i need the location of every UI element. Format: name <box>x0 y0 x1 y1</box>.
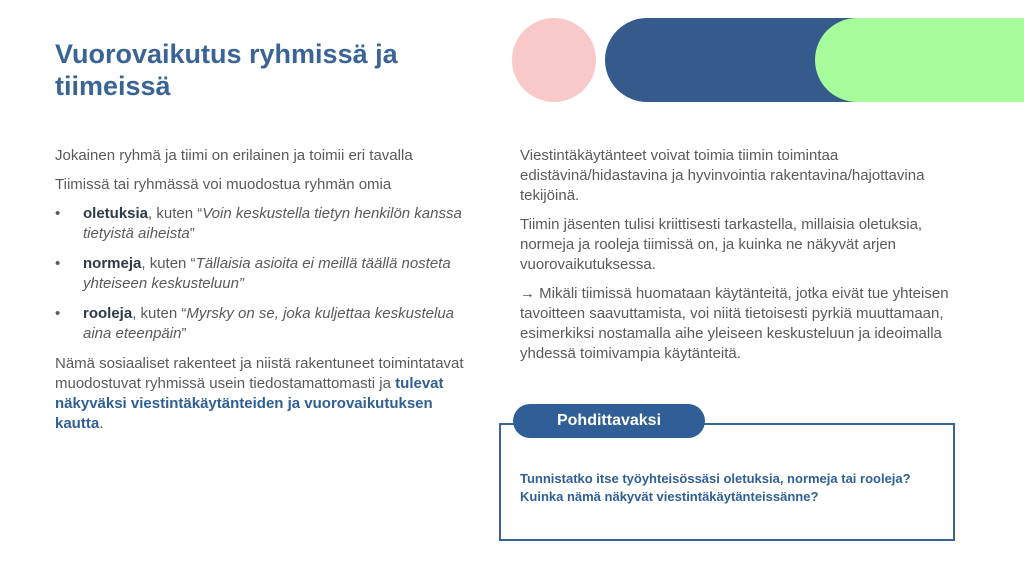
right-column <box>520 146 950 373</box>
summary-paragraph <box>55 354 467 434</box>
closing-quote: ” <box>189 225 195 242</box>
decorative-green-band <box>815 18 1024 102</box>
list-item <box>55 254 467 294</box>
action-paragraph: → Mikäli tiimissä huomataan käytänteitä, jotka eivät tue yhteisen tavoitteen saavuttamista, voi niitä tietoisesti pyrkiä muuttamaan, esimerkiksi nostamalla aihe yleiseen keskusteluun ja ideoimalla yhdessä toimivampia käytänteitä. <box>520 285 949 362</box>
reflection-question: Tunnistatko itse työyhteisössäsi oletuksia, normeja tai rooleja? Kuinka nämä näkyvät viestintäkäytänteissänne? <box>520 471 911 504</box>
bullet-icon: • <box>55 255 61 272</box>
summary-text: Nämä sosiaaliset rakenteet ja niistä rakentuneet toimintatavat muodostuvat ryhmissä usein tiedostamattomasti ja <box>55 355 464 392</box>
bullet-icon: • <box>55 305 61 322</box>
structure-list <box>55 204 467 344</box>
summary-emphasis: tulevat näkyväksi viestintäkäytänteiden ja vuorovaikutuksen kautta <box>55 375 444 432</box>
decorative-circle <box>512 18 596 102</box>
reflection-label: Pohdittavaksi <box>513 404 705 438</box>
closing-quote: ” <box>181 325 187 342</box>
example-quote: Tällaisia asioita ei meillä täällä nosteta yhteiseen keskusteluun” <box>83 255 451 292</box>
term: normeja <box>83 255 142 272</box>
practices-paragraph: Viestintäkäytänteet voivat toimia tiimin toimintaa edistävinä/hidastavina ja hyvinvointia rakentavina/hajottavina tekijöinä. <box>520 147 925 204</box>
example-quote: Voin keskustella tietyn henkilön kanssa tietyistä aiheista <box>83 205 462 242</box>
left-column <box>55 146 467 443</box>
page-title: Vuorovaikutus ryhmissä ja tiimeissä <box>55 39 398 101</box>
connector-text: , kuten “ <box>148 205 203 222</box>
intro-paragraph: Jokainen ryhmä ja tiimi on erilainen ja toimii eri tavalla <box>55 147 413 164</box>
connector-text: , kuten “ <box>141 255 196 272</box>
connector-text: , kuten “ <box>132 305 187 322</box>
list-item <box>55 204 467 244</box>
lead-paragraph: Tiimissä tai ryhmässä voi muodostua ryhmän omia <box>55 176 392 193</box>
example-quote: Myrsky on se, joka kuljettaa keskustelua aina eteenpäin <box>83 305 455 342</box>
list-item <box>55 304 467 344</box>
term: rooleja <box>83 305 133 322</box>
summary-end: . <box>99 415 104 432</box>
term: oletuksia <box>83 205 149 222</box>
bullet-icon: • <box>55 205 61 222</box>
review-paragraph: Tiimin jäsenten tulisi kriittisesti tarkastella, millaisia oletuksia, normeja ja rooleja tiimissä on, ja kuinka ne näkyvät arjen vuorovaikutuksessa. <box>520 216 923 273</box>
